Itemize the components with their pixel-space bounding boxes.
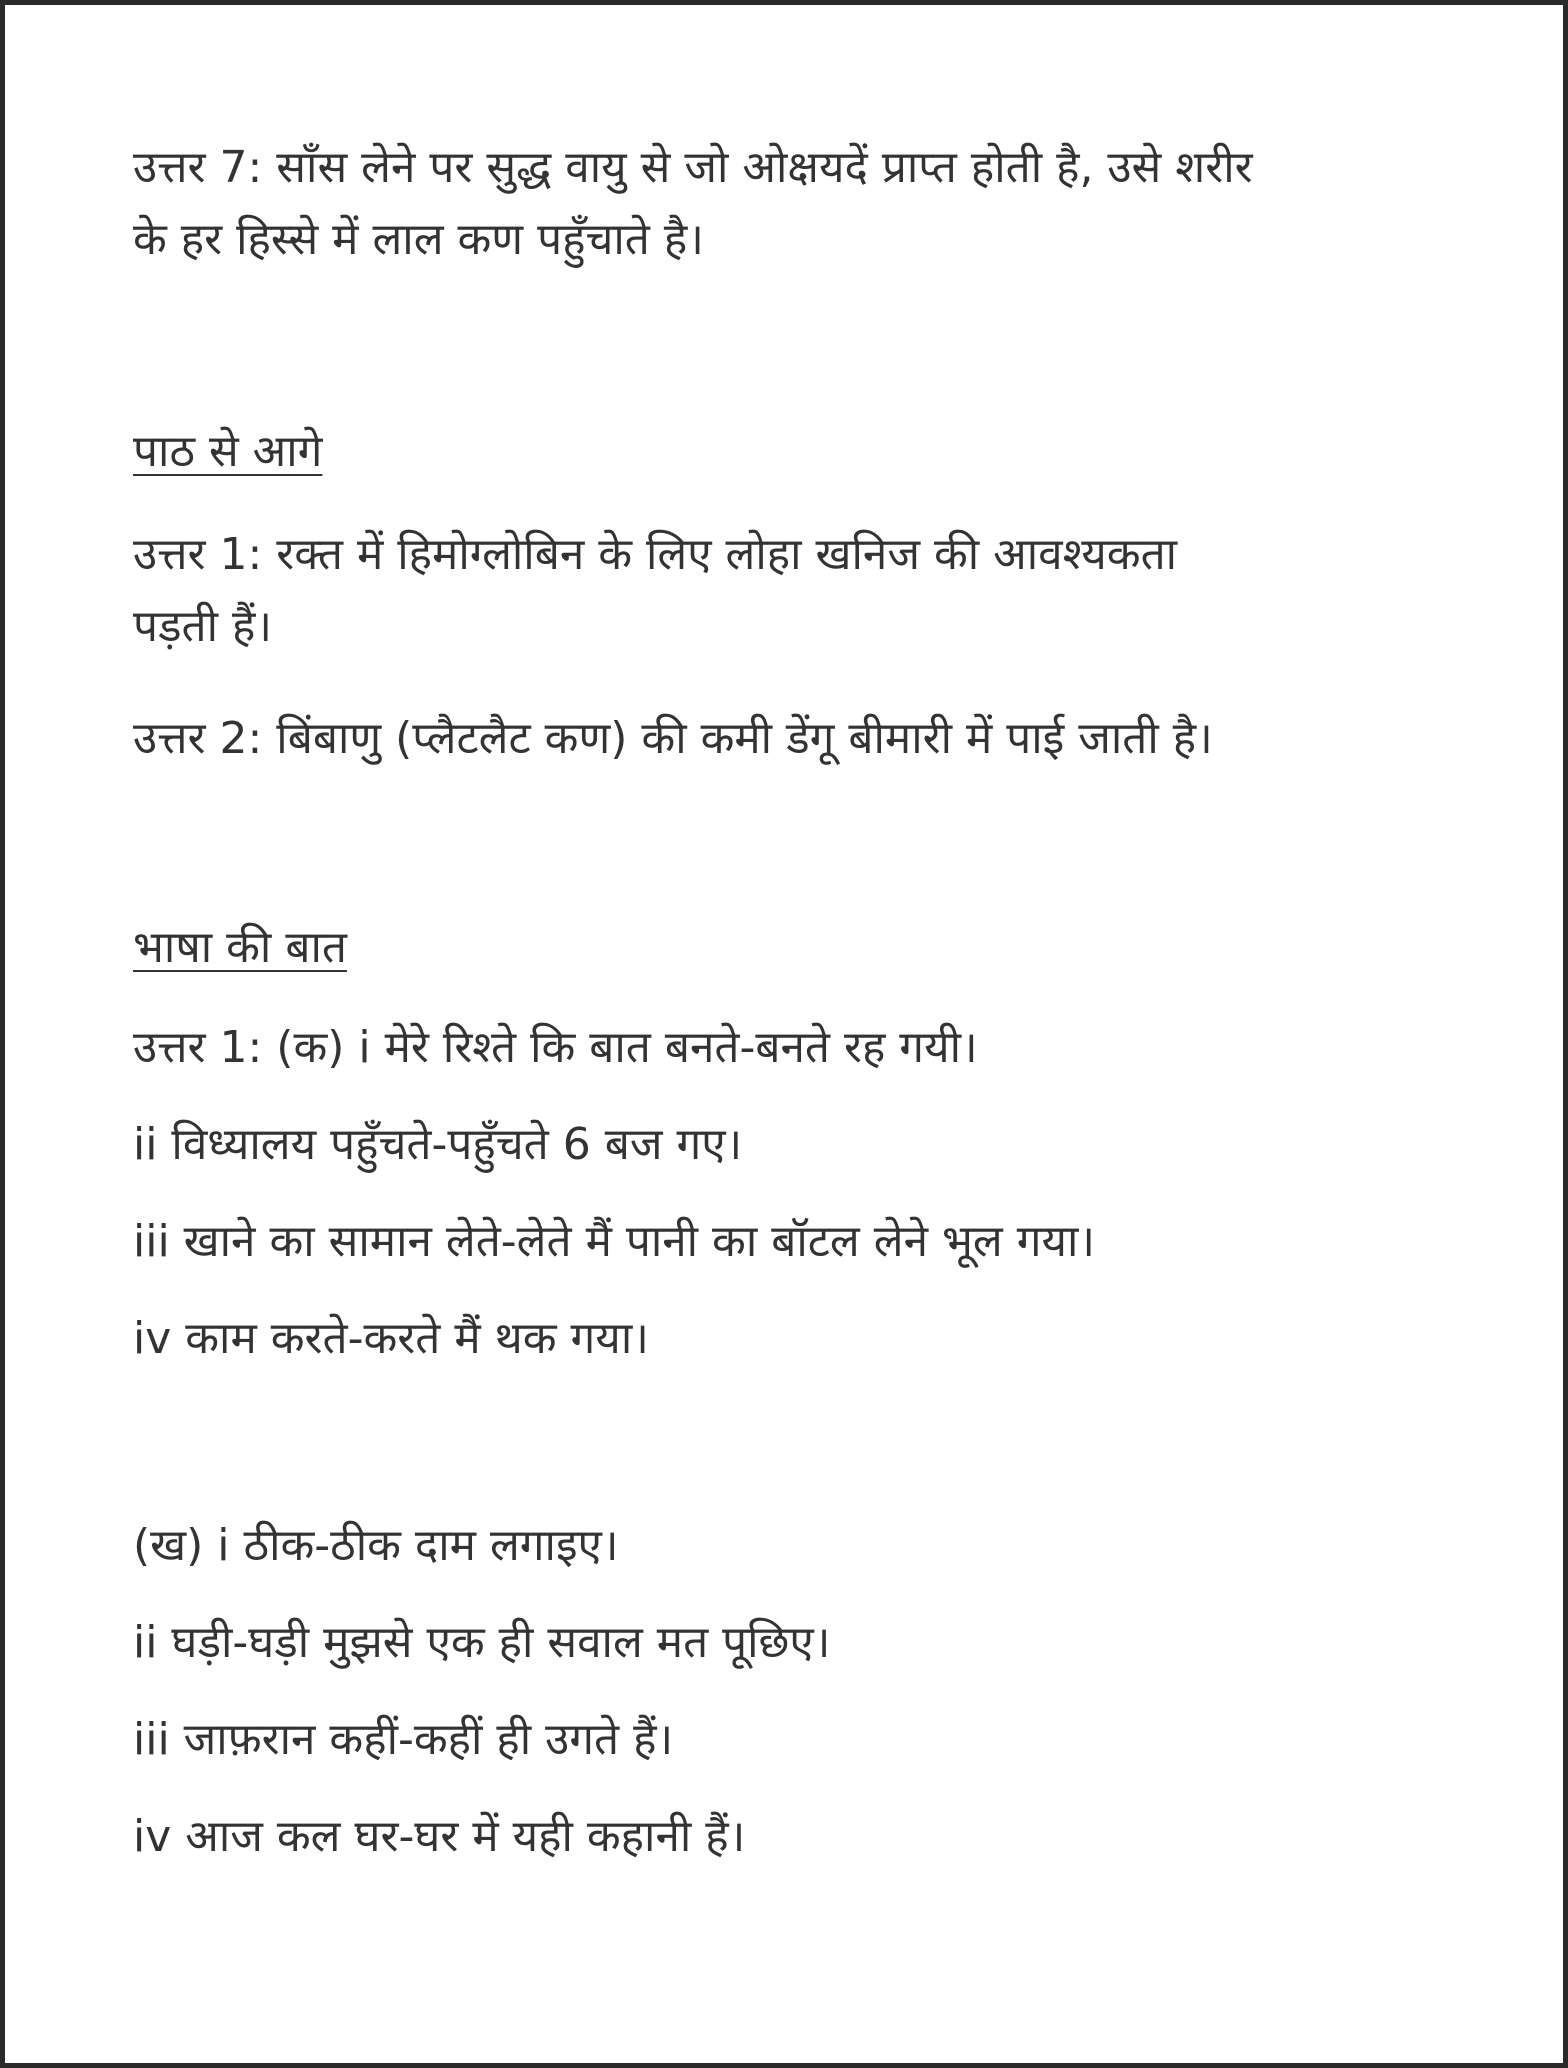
language-kha-item-1: (ख) i ठीक-ठीक दाम लगाइए। — [133, 1520, 619, 1571]
language-ka-item-1: उत्तर 1: (क) i मेरे रिश्ते कि बात बनते-बनते रह गयी। — [133, 1022, 978, 1073]
answer-7-paragraph — [133, 132, 1253, 276]
beyond-answer-1-line-1: उत्तर 1: रक्त में हिमोग्लोबिन के लिए लोहा खनिज की आवश्यकता — [133, 529, 1178, 580]
section-heading-language: भाषा की बात — [133, 922, 347, 973]
language-ka-item-2: ii विध्यालय पहुँचते-पहुँचते 6 बज गए। — [133, 1119, 743, 1170]
language-kha-item-2: ii घड़ी-घड़ी मुझसे एक ही सवाल मत पूछिए। — [133, 1617, 831, 1668]
beyond-answer-1-line-2: पड़ती हैं। — [133, 601, 273, 652]
answer-7-line-1: उत्तर 7: साँस लेने पर सुद्ध वायु से जो ओक्षयदें प्राप्त होती है, उसे शरीर — [133, 142, 1253, 193]
language-kha-item-4: iv आज कल घर-घर में यही कहानी हैं। — [133, 1811, 746, 1862]
beyond-answer-1-paragraph — [133, 519, 1177, 663]
language-kha-item-3: iii जाफ़रान कहीं-कहीं ही उगते हैं। — [133, 1714, 674, 1765]
answer-7-line-2: के हर हिस्से में लाल कण पहुँचाते है। — [133, 214, 704, 265]
language-ka-item-3: iii खाने का सामान लेते-लेते मैं पानी का बॉटल लेने भूल गया। — [133, 1216, 1096, 1267]
language-ka-item-4: iv काम करते-करते मैं थक गया। — [133, 1313, 649, 1364]
beyond-answer-2: उत्तर 2: बिंबाणु (प्लैटलैट कण) की कमी डेंगू बीमारी में पाई जाती है। — [133, 713, 1213, 764]
section-heading-beyond-lesson: पाठ से आगे — [133, 426, 323, 477]
